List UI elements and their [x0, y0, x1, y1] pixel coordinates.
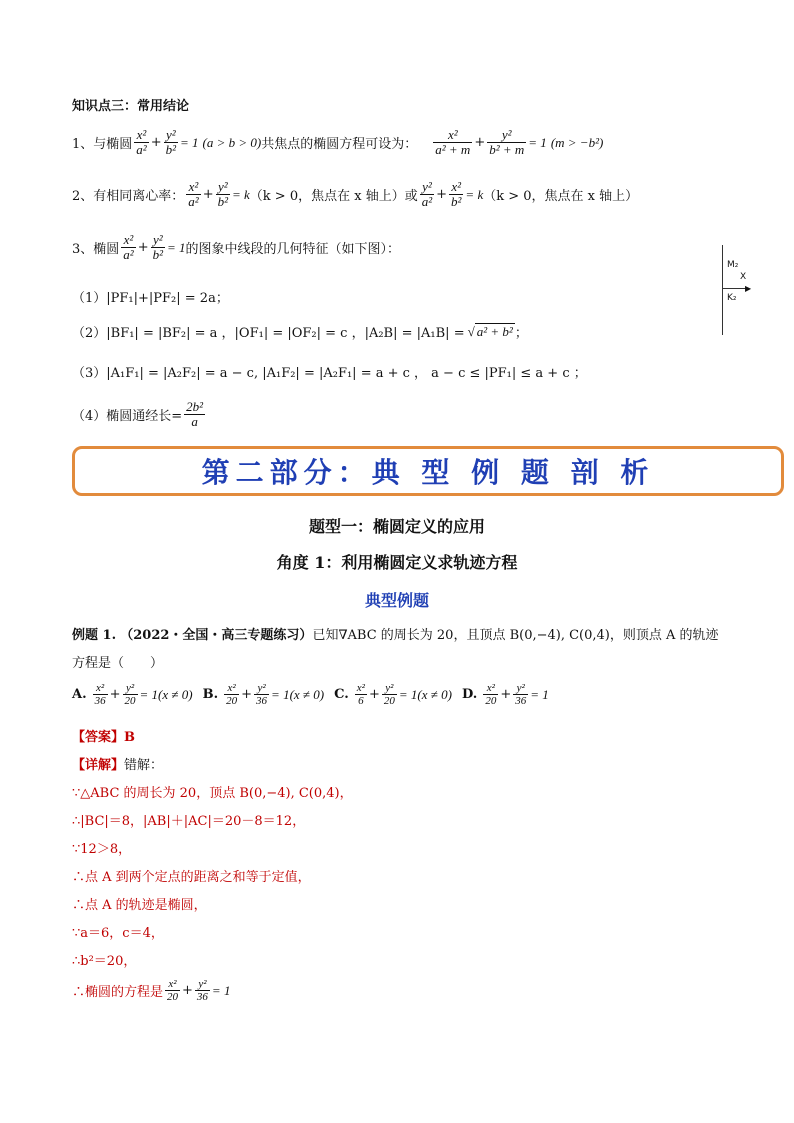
option-d[interactable]: D. $\frac{\text{x²}}{20}$ + $\frac{\text{y²}}{36}$ = 1	[461, 682, 549, 707]
item-3: 3、椭圆 $\frac{\text{x²}}{\text{a²}}$ + $\frac{\text{y²}}{\text{b²}}$ = 1 的图象中线段的几何特征（如下图）：	[72, 232, 401, 262]
item-3-p2c: ；	[514, 326, 528, 341]
frac-y2-a2-c: $\frac{\text{y²}}{\text{a²}}$	[421, 179, 433, 209]
example-label: 例题 1.	[72, 628, 117, 643]
item-2-eqk-2: = k	[465, 186, 484, 202]
final-frac-y: $\frac{\text{y²}}{36}$	[196, 978, 208, 1003]
option-a[interactable]: A. $\frac{\text{x²}}{36}$ + $\frac{\text{y²}}{20}$ = 1(x ≠ 0)	[72, 682, 193, 707]
arrow-right-icon: ▶	[745, 284, 752, 293]
solution-line-4: ∴点 A 到两个定点的距离之和等于定值，	[72, 870, 311, 885]
part-two-banner	[72, 446, 784, 496]
example-line-1	[72, 624, 719, 643]
type-heading: 题型一：椭圆定义的应用	[308, 517, 485, 536]
option-c[interactable]: C. $\frac{\text{x²}}{6}$ + $\frac{\text{y²}}{20}$ = 1(x ≠ 0)	[334, 682, 452, 707]
item-2-mid1: （k > 0，焦点在 x 轴上）或	[249, 189, 418, 204]
solution-line-7: ∴b²＝20，	[72, 954, 137, 969]
item-2-eqk: = k	[232, 186, 250, 202]
banner-title: 第二部分：典 型 例 题 剖 析	[201, 456, 655, 489]
figure-label-m2: M₂	[727, 260, 739, 270]
final-tail: = 1	[211, 982, 231, 998]
frac-x2-a2m: $\frac{\text{x²}}{\text{a² + m}}$	[435, 127, 471, 157]
solution-line-6: ∵a＝6，c＝4，	[72, 926, 164, 941]
item-3-p3: （3）|A₁F₁| = |A₂F₂| = a − c, |A₁F₂| = |A₂F₁| = a + c ， a − c ≤ |PF₁| ≤ a + c ；	[72, 366, 587, 381]
figure-axis-line	[722, 245, 723, 335]
detail-suffix: 错解：	[124, 758, 164, 773]
example-heading: 典型例题	[364, 591, 429, 610]
item-1: 1、与椭圆 $\frac{\text{x²}}{\text{a²}}$ + $\frac{\text{y²}}{\text{b²}}$ = 1 (a > b > 0) 共焦点的椭圆方程可设为： $\frac{\text{x²}}{\text{a² + m}}$ + $\frac{\text{y²}}{\text{b² + m}}$ = 1 (m > −b²)	[72, 127, 604, 157]
angle-heading: 角度 1：利用椭圆定义求轨迹方程	[276, 553, 518, 572]
sqrt-content: a² + b²	[476, 324, 513, 339]
solution-line-3: ∵12＞8，	[72, 842, 132, 857]
example-source: （2022・全国・高三专题练习）	[120, 628, 313, 643]
solution-final: ∴椭圆的方程是 $\frac{\text{x²}}{20}$ + $\frac{\text{y²}}{36}$ = 1	[72, 978, 231, 1003]
item-1-prefix: 1、与椭圆	[72, 137, 133, 152]
example-text-1: 已知∇ABC 的周长为 20，且顶点 B(0,−4), C(0,4)，则顶点 A 的轨迹	[312, 628, 719, 643]
frac-x2-a2-d: $\frac{\text{x²}}{\text{a²}}$	[123, 232, 134, 262]
final-frac-x: $\frac{\text{x²}}{20}$	[167, 978, 179, 1003]
frac-y2-b2-d: $\frac{\text{y²}}{\text{b²}}$	[152, 232, 163, 262]
frac-y2-b2m: $\frac{\text{y²}}{\text{b² + m}}$	[489, 127, 525, 157]
item-3-prefix: 3、椭圆	[72, 242, 120, 257]
figure-label-x: X	[740, 272, 747, 282]
solution-line-1: ∵△ABC 的周长为 20，顶点 B(0,−4), C(0,4)，	[72, 786, 353, 801]
final-prefix: ∴椭圆的方程是	[72, 985, 164, 1000]
item-3-p2a: （2）|BF₁| = |BF₂| = a ，|OF₁| = |OF₂| = c ，|A₂B| = |A₁B| =	[72, 326, 465, 341]
example-text-2: 方程是（ ）	[72, 656, 164, 671]
detail-line	[72, 754, 163, 773]
solution-line-2: ∴|BC|＝8，|AB|＋|AC|＝20－8＝12，	[72, 814, 306, 829]
item-3-suffix: 的图象中线段的几何特征（如下图）：	[185, 242, 401, 257]
item-3-p4	[72, 400, 207, 429]
figure-label-k2: K₂	[727, 293, 737, 303]
detail-label: 【详解】	[72, 758, 125, 773]
item-1-cond2: (m > −b²)	[550, 134, 604, 150]
frac-x2-a2: $\frac{\text{x²}}{\text{a²}}$	[136, 127, 147, 157]
solution-line-5: ∴点 A 的轨迹是椭圆，	[72, 898, 207, 913]
item-3-p4-label: （4）椭圆通经长=	[72, 409, 183, 424]
item-1-mid: 共焦点的椭圆方程可设为：	[261, 137, 418, 152]
frac-x2-b2-c: $\frac{\text{x²}}{\text{b²}}$	[451, 179, 462, 209]
frac-y2-b2: $\frac{\text{y²}}{\text{b²}}$	[165, 127, 176, 157]
item-3-p1: （1）|PF₁|+|PF₂| = 2a；	[72, 291, 229, 306]
frac-x2-a2-b: $\frac{\text{x²}}{\text{a²}}$	[188, 179, 199, 209]
item-2: 2、有相同离心率： $\frac{\text{x²}}{\text{a²}}$ + $\frac{\text{y²}}{\text{b²}}$ = k （k > 0，焦点在 x 轴上）或 $\frac{\text{y²}}{\text{a²}}$ + $\frac{\text{x²}}{\text{b²}}$ = k （k > 0，焦点在 x 轴上）	[72, 179, 639, 209]
options-row	[72, 682, 549, 707]
frac-y2-b2-b: $\frac{\text{y²}}{\text{b²}}$	[217, 179, 228, 209]
item-1-cond: (a > b > 0)	[202, 134, 262, 150]
item-2-prefix: 2、有相同离心率：	[72, 189, 185, 204]
option-b[interactable]: B. $\frac{\text{x²}}{20}$ + $\frac{\text{y²}}{36}$ = 1(x ≠ 0)	[202, 682, 325, 707]
frac-latus: $\frac{\text{2b²}}{a}$	[186, 399, 204, 429]
item-3-p2: （2）|BF₁| = |BF₂| = a ，|OF₁| = |OF₂| = c ，|A₂B| = |A₁B| = √ a² + b² ；	[72, 323, 528, 341]
item-2-mid2: （k > 0，焦点在 x 轴上）	[483, 189, 639, 204]
section-title: 知识点三：常用结论	[72, 99, 190, 114]
answer: 【答案】B	[72, 730, 135, 745]
